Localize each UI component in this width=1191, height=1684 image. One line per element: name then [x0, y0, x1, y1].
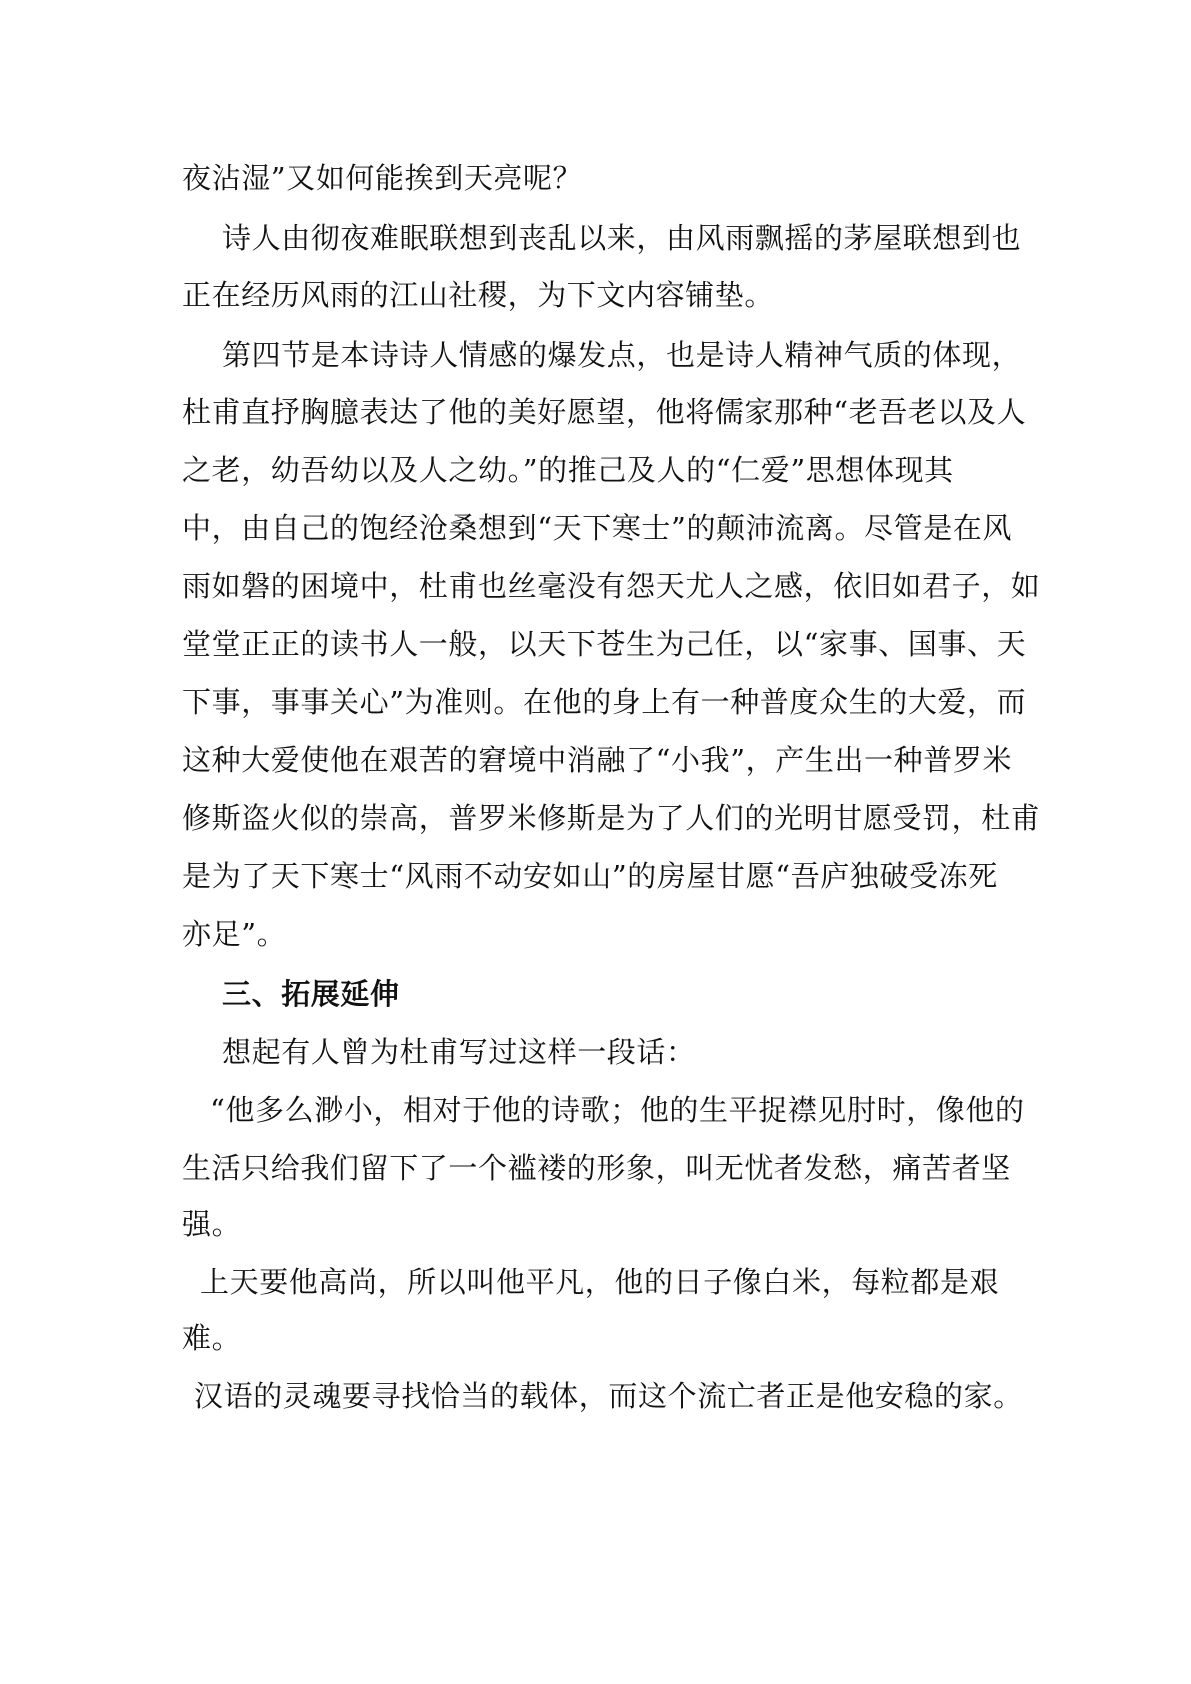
paragraph-line: 第四节是本诗诗人情感的爆发点，也是诗人精神气质的体现，: [222, 338, 1022, 372]
quote-line: “他多么渺小，相对于他的诗歌；他的生平捉襟见肘时，像他的: [210, 1093, 1025, 1127]
paragraph-line: 是为了天下寒士“风雨不动安如山”的房屋甘愿“吾庐独破受冻死: [182, 859, 998, 893]
paragraph-line: 之老，幼吾幼以及人之幼。”的推己及人的“仁爱”思想体现其: [182, 453, 954, 487]
quote-line: 汉语的灵魂要寻找恰当的载体，而这个流亡者正是他安稳的家。: [194, 1379, 1023, 1413]
paragraph-line: 夜沾湿”又如何能挨到天亮呢？: [182, 161, 583, 195]
quote-line: 难。: [182, 1321, 242, 1355]
paragraph-line: 修斯盗火似的崇高，普罗米修斯是为了人们的光明甘愿受罚，杜甫: [182, 801, 1041, 835]
quote-line: 生活只给我们留下了一个褴褛的形象，叫无忧者发愁，痛苦者坚: [182, 1151, 1011, 1185]
paragraph-line: 中，由自己的饱经沧桑想到“天下寒士”的颠沛流离。尽管是在风: [182, 511, 1013, 545]
quote-line: 强。: [182, 1207, 242, 1241]
quote-line: 上天要他高尚，所以叫他平凡，他的日子像白米，每粒都是艰: [200, 1265, 1000, 1299]
paragraph-line: 下事，事事关心”为准则。在他的身上有一种普度众生的大爱，而: [182, 685, 1027, 719]
paragraph-line: 诗人由彻夜难眠联想到丧乱以来，由风雨飘摇的茅屋联想到也: [222, 221, 1022, 255]
section-heading: 三、拓展延伸: [222, 977, 400, 1011]
paragraph-line: 正在经历风雨的江山社稷，为下文内容铺垫。: [182, 278, 775, 312]
paragraph-line: 想起有人曾为杜甫写过这样一段话：: [222, 1035, 696, 1069]
paragraph-line: 堂堂正正的读书人一般，以天下苍生为己任，以“家事、国事、天: [182, 627, 1027, 661]
paragraph-line: 这种大爱使他在艰苦的窘境中消融了“小我”，产生出一种普罗米: [182, 743, 1013, 777]
paragraph-line: 亦足”。: [182, 917, 287, 951]
paragraph-line: 杜甫直抒胸臆表达了他的美好愿望，他将儒家那种“老吾老以及人: [182, 395, 1027, 429]
paragraph-line: 雨如磐的困境中，杜甫也丝毫没有怨天尤人之感，依旧如君子，如: [182, 569, 1041, 603]
